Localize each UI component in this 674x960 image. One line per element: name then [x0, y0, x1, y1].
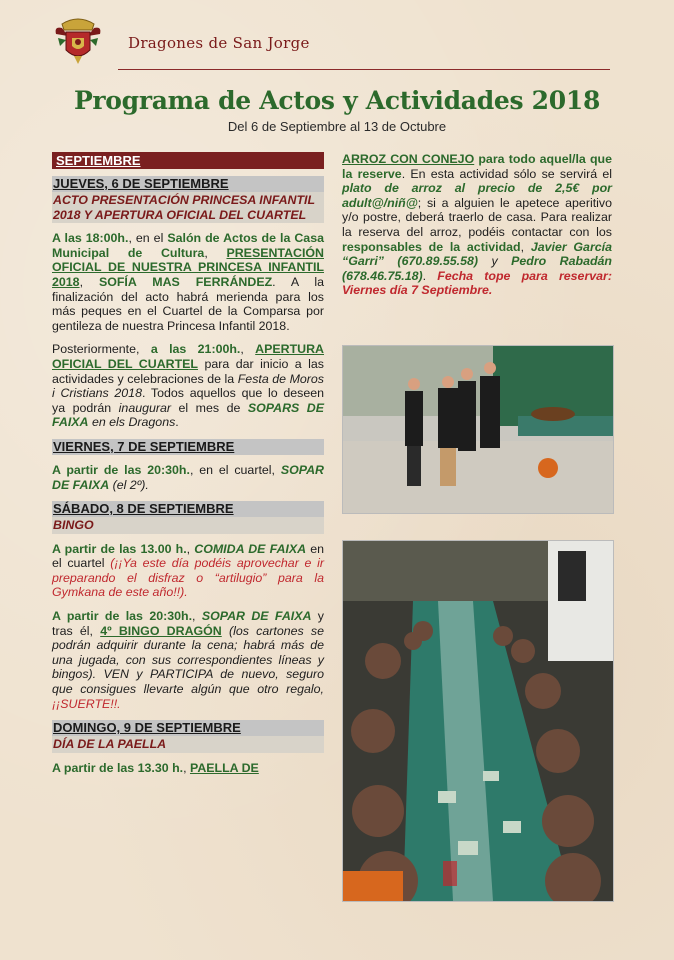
month-heading: SEPTIEMBRE — [52, 152, 324, 169]
event-band-sunday: DÍA DE LA PAELLA — [52, 736, 324, 753]
day-heading-friday: VIERNES, 7 DE SEPTIEMBRE — [52, 439, 324, 455]
saturday-paragraph-2: A partir de las 20:30h., SOPAR DE FAIXA y tras él, 4º BINGO DRAGÓN (los cartones se podrán adquirir durante la cena; habrá más de una jugada, con sus correspondientes líneas y bingos). VEN y PARTICIPA de nuevo, seguro que consigues llevarte algún que otro regalo, ¡¡SUERTE!!. — [52, 609, 325, 711]
event-band-saturday: BINGO — [52, 517, 324, 534]
day-heading-thursday: JUEVES, 6 DE SEPTIEMBRE — [52, 176, 324, 192]
page-title: Programa de Actos y Actividades 2018 — [73, 86, 601, 115]
paella-paragraph: ARROZ CON CONEJO para todo aquel/la que la reserve. En esta actividad sólo se servirá el plato de arroz al precio de 2,5€ por adult@/niñ@; si a alguien le apetece aperitivo y/o postre, deberá traerlo de casa. Para realizar la reserva del arroz, podéis contactar con los responsables de la actividad, Javier García “Garri” (670.89.55.58) y Pedro Rabadán (678.46.75.18). Fecha tope para reservar: Viernes día 7 Septiembre. — [342, 152, 613, 298]
thursday-paragraph-1: A las 18:00h., en el Salón de Actos de la Casa Municipal de Cultura, PRESENTACIÓN OFICIAL DE NUESTRA PRINCESA INFANTIL 2018, SOFÍA MAS FERRÁNDEZ. A la finalización del acto habrá merienda para los más peques en el Cuartel de la Comparsa por gentileza de nuestra Princesa Infantil 2018. — [52, 231, 324, 333]
saturday-paragraph-1: A partir de las 13.00 h., COMIDA DE FAIXA en el cuartel (¡¡Ya este día podéis aprovechar e ir preparando el disfraz o “artilugio” para la Gymkana de este año!!). — [52, 541, 325, 600]
friday-paragraph: A partir de las 20:30h., en el cuartel, SOPAR DE FAIXA (el 2º). — [52, 462, 324, 492]
right-column — [342, 152, 612, 298]
crest-logo — [52, 16, 104, 66]
day-heading-saturday: SÁBADO, 8 DE SEPTIEMBRE — [52, 501, 324, 517]
photo-paella-group — [342, 345, 614, 514]
thursday-paragraph-2: Posteriormente, a las 21:00h., APERTURA OFICIAL DEL CUARTEL para dar inicio a las actividades y celebraciones de la Festa de Moros i Cristians 2018. Todos aquellos que lo deseen ya podrán inaugurar el mes de SOPARS DE FAIXA en els Dragons. — [52, 342, 325, 430]
sunday-paragraph: A partir de las 13.30 h., PAELLA DE — [52, 760, 259, 775]
photo-bingo-hall — [342, 540, 614, 902]
left-column — [52, 152, 324, 784]
photo-paella-group-image — [343, 346, 613, 513]
header-divider — [118, 69, 610, 70]
page-subtitle: Del 6 de Septiembre al 13 de Octubre — [227, 119, 447, 134]
organization-name: Dragones de San Jorge — [128, 34, 310, 52]
photo-bingo-hall-image — [343, 541, 613, 901]
event-band-thursday: ACTO PRESENTACIÓN PRINCESA INFANTIL 2018 Y APERTURA OFICIAL DEL CUARTEL — [52, 192, 324, 223]
day-heading-sunday: DOMINGO, 9 DE SEPTIEMBRE — [52, 720, 324, 736]
